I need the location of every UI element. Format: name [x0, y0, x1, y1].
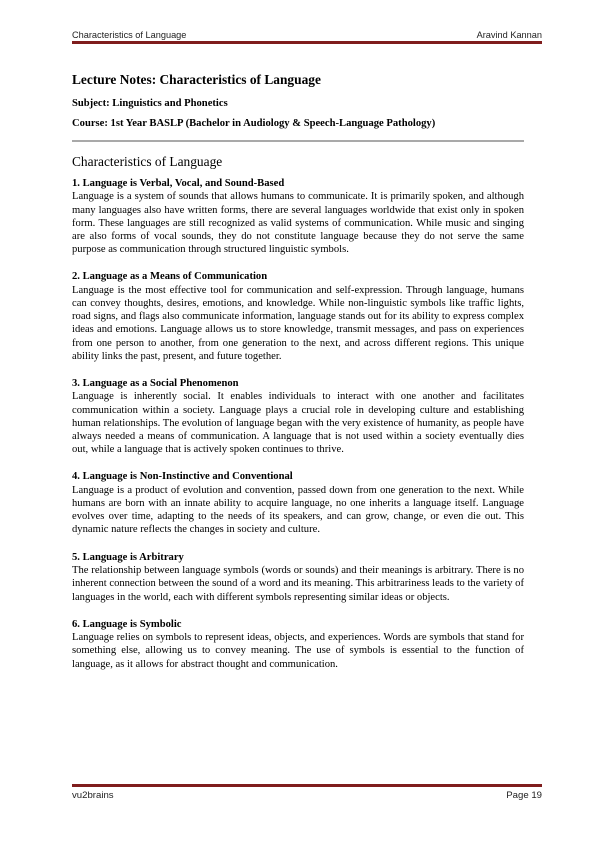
characteristic-heading: 6. Language is Symbolic	[72, 618, 182, 630]
characteristic-block	[72, 618, 524, 671]
characteristic-block	[72, 470, 524, 536]
page-number: Page 19	[506, 790, 542, 801]
characteristic-block	[72, 177, 524, 256]
characteristic-text: Language is inherently social. It enables individuals to interact with one another and facilitates communication within a society. Language plays a crucial role in developing culture and establishing human relationships. The evolution of language began with the very existence of humanity, as people have always needed a means of communication. A language that is not used within a society eventually dies out, while a language that is actively spoken continues to thrive.	[72, 391, 524, 456]
characteristic-block	[72, 551, 524, 604]
characteristic-block	[72, 377, 524, 456]
characteristic-text: Language is a system of sounds that allows humans to communicate. It is primarily spoken, and although many languages also have written forms, there are several languages worldwide that exist only in spoken form. These languages are still recognized as valid systems of communication. While music and singing are also forms of vocal sounds, they do not constitute language because they do not serve the same purpose as communication through structured linguistic symbols.	[72, 191, 524, 256]
characteristic-heading: 2. Language as a Means of Communication	[72, 271, 268, 283]
title-divider	[72, 140, 524, 142]
characteristic-text: Language relies on symbols to represent ideas, objects, and experiences. Words are symbols that stand for something else, allowing us to convey meaning. The use of symbols is essential to the function of language, as it allows for abstract thought and communication.	[72, 632, 524, 670]
characteristic-block	[72, 270, 524, 363]
footer-divider	[72, 784, 542, 787]
characteristic-text: Language is a product of evolution and convention, passed down from one generation to the next. While humans are born with an innate ability to acquire language, no one inherits a language itself. Language evolves over time, adapting to the needs of its speakers, and can grow, change, or even die out. This dynamic nature reflects the changes in society and culture.	[72, 484, 524, 536]
header-author: Aravind Kannan	[476, 30, 542, 40]
section-title: Characteristics of Language	[72, 154, 223, 169]
footer-publisher: vu2brains	[72, 790, 114, 801]
page-title: Lecture Notes: Characteristics of Language	[72, 72, 321, 87]
characteristic-heading: 1. Language is Verbal, Vocal, and Sound-Based	[72, 178, 285, 189]
characteristic-text: The relationship between language symbols (words or sounds) and their meanings is arbitrary. There is no inherent connection between the sound of a word and its meaning. This arbitrariness leads to the variety of languages in the world, each with different symbols representing similar ideas or objects.	[72, 565, 524, 603]
characteristic-heading: 4. Language is Non-Instinctive and Conventional	[72, 471, 293, 483]
course-line: Course: 1st Year BASLP (Bachelor in Audiology & Speech-Language Pathology)	[72, 118, 436, 129]
subject-line: Subject: Linguistics and Phonetics	[72, 98, 228, 109]
characteristic-heading: 3. Language as a Social Phenomenon	[72, 378, 239, 390]
header-document-title: Characteristics of Language	[72, 30, 187, 40]
characteristic-heading: 5. Language is Arbitrary	[72, 551, 184, 563]
page-body	[72, 72, 524, 685]
header-divider	[72, 41, 542, 44]
characteristic-text: Language is the most effective tool for communication and self-expression. Through language, humans can convey thoughts, desires, emotions, and knowledge. While non-linguistic symbols like traffic lights, road signs, and flags also communicate information, language stands out for its ability to express complex ideas and emotions. Language allows us to store knowledge, transmit messages, and pass on experiences from one person to another, from one generation to the next, and across different regions. This unique ability links the past, present, and future together.	[72, 284, 524, 362]
